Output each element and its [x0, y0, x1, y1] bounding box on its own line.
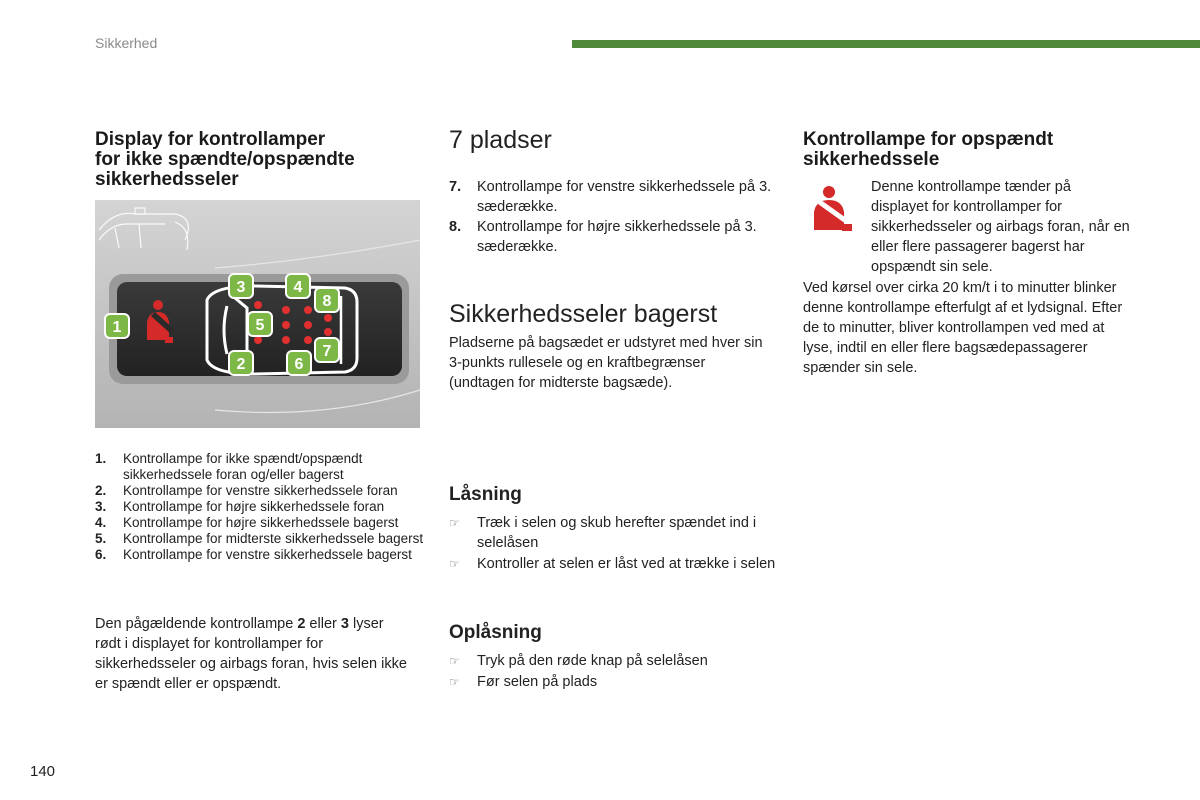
- bullet-icon: ☞: [449, 675, 460, 689]
- seven-seats-list: [449, 177, 779, 257]
- list-item: ☞ Træk i selen og skub herefter spændet ind i selelåsen: [449, 515, 757, 551]
- list-item: 6. Kontrollampe for venstre sikkerhedssele bagerst: [95, 547, 412, 562]
- badge-7: [315, 338, 339, 362]
- display-heading-line: for ikke spændte/opspændte: [95, 149, 355, 170]
- list-item: ☞ Kontroller at selen er låst ved at trække i selen: [449, 556, 776, 572]
- list-item: ☞ Før selen på plads: [449, 674, 598, 690]
- badge-8: [315, 288, 339, 312]
- fastened-paragraph: Ved kørsel over cirka 20 km/t i to minutter blinker denne kontrollampe efterfulgt af et lydsignal. Efter de to minutter, bliver kontrollampen ved med at lyse, indtil en eller flere bagsædepassagerer spænder sin sele.: [803, 280, 1123, 376]
- page-number: 140: [30, 763, 56, 780]
- display-heading-line: sikkerhedsseler: [95, 169, 239, 190]
- display-legend-list: [95, 451, 425, 563]
- badge-3: [229, 274, 253, 298]
- list-item: 4. Kontrollampe for højre sikkerhedssele bagerst: [95, 515, 399, 530]
- bullet-icon: ☞: [449, 516, 460, 530]
- list-item: 5. Kontrollampe for midterste sikkerhedssele bagerst: [95, 531, 424, 546]
- fastened-heading: [803, 130, 1143, 170]
- badge-2: [229, 351, 253, 375]
- badge-5: [248, 312, 272, 336]
- unlocking-title: Oplåsning: [449, 622, 542, 643]
- badge-number: 3: [236, 279, 246, 296]
- list-item: 8. Kontrollampe for højre sikkerhedssele på 3. sæderække.: [449, 219, 757, 255]
- fastened-heading-line: Kontrollampe for opspændt: [803, 129, 1054, 150]
- fastened-heading-line: sikkerhedssele: [803, 149, 940, 170]
- bullet-icon: ☞: [449, 557, 460, 571]
- badge-4: [286, 274, 310, 298]
- list-item: 3. Kontrollampe for højre sikkerhedssele foran: [95, 499, 385, 514]
- locking-title: Låsning: [449, 484, 522, 505]
- list-item: 7. Kontrollampe for venstre sikkerhedssele på 3. sæderække.: [449, 179, 772, 215]
- list-item: 1. Kontrollampe for ikke spændt/opspændt sikkerhedssele foran og/eller bagerst: [95, 451, 363, 482]
- list-item: ☞ Tryk på den røde knap på selelåsen: [449, 653, 708, 669]
- list-item: 2. Kontrollampe for venstre sikkerhedssele foran: [95, 483, 398, 498]
- seatbelt-display-diagram: [95, 200, 420, 428]
- badge-number: 2: [236, 356, 246, 373]
- badge-number: 4: [293, 279, 303, 296]
- seatbelt-icon: [808, 184, 854, 232]
- display-heading-line: Display for kontrollamper: [95, 129, 326, 150]
- unlocking-list: [449, 651, 779, 693]
- section-label: Sikkerhed: [95, 35, 158, 51]
- bullet-icon: ☞: [449, 654, 460, 668]
- rear-seatbelts-text: Pladserne på bagsædet er udstyret med hver sin 3-punkts rullesele og en kraftbegrænser (undtagen for midterste bagsæde).: [449, 335, 763, 391]
- section-accent-bar: [572, 40, 1200, 48]
- badge-1: [105, 314, 129, 338]
- badge-number: 1: [112, 319, 122, 336]
- badge-6: [287, 351, 311, 375]
- rear-seatbelts-title: Sikkerhedsseler bagerst: [449, 300, 718, 328]
- badge-number: 7: [322, 343, 332, 360]
- badge-number: 5: [255, 317, 265, 334]
- seven-seats-title: 7 pladser: [449, 126, 552, 154]
- display-heading: [95, 130, 415, 190]
- locking-list: [449, 513, 779, 575]
- badge-number: 8: [322, 293, 332, 310]
- display-paragraph: Den pågældende kontrollampe 2 eller 3 lyser rødt i displayet for kontrollamper for sikkerhedsseler og airbags foran, hvis selen ikke er spændt eller er opspændt.: [95, 616, 407, 692]
- badge-number: 6: [294, 356, 304, 373]
- fastened-intro: Denne kontrollampe tænder på displayet for kontrollamper for sikkerhedsseler og airbags foran, når en eller flere passagerer bagerst har opspændt sin sele.: [871, 179, 1130, 275]
